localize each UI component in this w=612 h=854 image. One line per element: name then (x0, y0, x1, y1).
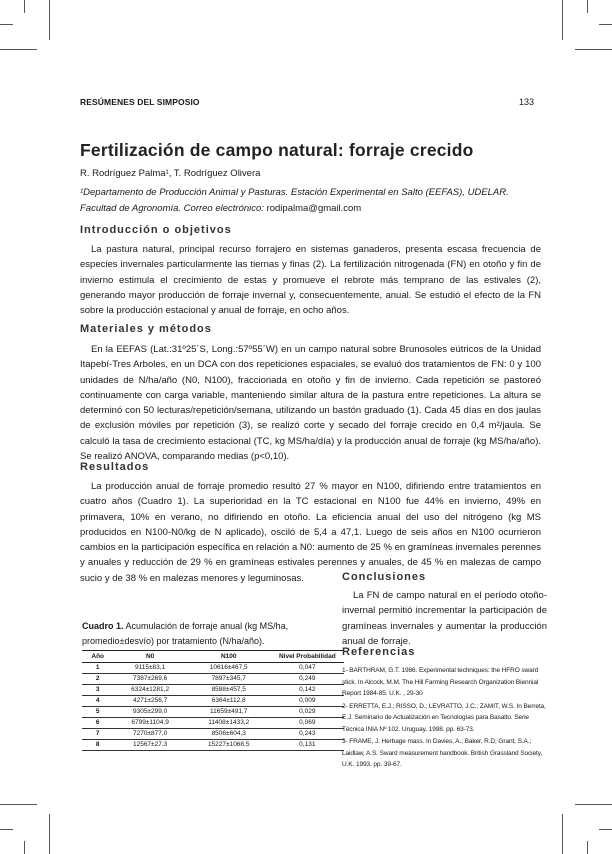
paragraph: En la EEFAS (Lat.:31º25´S, Long.:57º55´W) en un campo natural sobre Brunosoles eútricos de la Unidad Itapebí-Tres Arboles, en un DCA con dos repeticiones espaciales, se evaluó dos tratamientos de FN: 0 y 100 unidades de N/ha/año (N0, N100), fraccionada en otoño y fin de invierno. Cada repetición se pastoreó continuamente con carga variable, manteniendo similar altura de la pastura entre repeticiones. La altura se determinó con 50 lecturas/repetición/semana, utilizando un bastón graduado (1). Cada 45 días en dos jaulas de exclusión móviles por repetición (3), se realizó corte y secado del forraje crecido en 0,4 m²/jaula. Se calculó la tasa de crecimiento estacional (TC, kg MS/ha/día) y la producción anual de forraje (kg MS/ha/año). Se realizó ANOVA, comparando medias (p<0,10). (80, 344, 541, 463)
crop-mark (0, 804, 37, 805)
resultados-text (80, 479, 541, 586)
crop-mark (575, 49, 612, 50)
crop-mark (562, 814, 563, 854)
table-cell: 5 (82, 707, 113, 718)
affiliation-line (80, 201, 540, 217)
table-cell: 8 (82, 740, 113, 751)
table-cell: 4 (82, 696, 113, 707)
table-row (82, 663, 344, 674)
table-cell: 7270±877,0 (113, 729, 186, 740)
table-cell: 4271±256,7 (113, 696, 186, 707)
table-row (82, 707, 344, 718)
email-link[interactable]: rodipalma@gmail.com (266, 203, 362, 214)
table-cell: 6324±1281,2 (113, 685, 186, 696)
table-row (82, 696, 344, 707)
table-cell: 0,069 (271, 718, 344, 729)
crop-mark (0, 49, 37, 50)
crop-mark (599, 24, 612, 25)
table-row (82, 674, 344, 685)
page-number: 133 (519, 97, 535, 107)
table-cell: 12567±27,3 (113, 740, 186, 751)
column-header: N100 (187, 651, 271, 663)
crop-mark (575, 804, 612, 805)
introduccion-text (80, 242, 541, 318)
table-cell: 7897±345,7 (187, 674, 271, 685)
paragraph: La producción anual de forraje promedio resultó 27 % mayor en N100, difiriendo entre tratamientos en cuatro años (Cuadro 1). La superioridad en la TC estacional en N100 fue 44% en invierno, 49% en primavera, 10% en verano, no difiriendo en otoño. La eficiencia anual del uso del nitrógeno (kg MS producidos en N100-N0/kg de N aplicado), osciló de 5,4 a 47,1. Luego de seis años en N100 ocurrieron cambios en la participación específica en relación a N0: aumento de 25 % en gramíneas invernales perennes y anuales y reducción de 29 % en gramíneas estivales perennes y anuales, de 45 % en malezas de campo sucio y de 38 % en malezas menores y leguminosas. (80, 481, 541, 584)
affiliation-email-label: Facultad de Agronomía. Correo electrónico: (80, 203, 267, 214)
table-caption-text: Acumulación de forraje anual (kg MS/ha, promedio±desvío) por tratamiento (N/ha/año). (82, 621, 289, 646)
crop-mark (0, 24, 13, 25)
table-cell: 0,249 (271, 674, 344, 685)
affiliation-line: ¹Departamento de Producción Animal y Pasturas. Estación Experimental en Salto (EEFAS), UDELAR. (80, 187, 509, 198)
paragraph: La FN de campo natural en el período otoño-invernal permitió incrementar la participación de gramíneas invernales y aumentar la producción anual de forraje. (342, 590, 547, 647)
table-cell: 0,243 (271, 729, 344, 740)
authors: R. Rodríguez Palma¹, T. Rodríguez Olivera (80, 168, 261, 179)
reference-item: 1- BARTHRAM, G.T. 1986. Experimental techniques: the HFRO sward stick. In Alcock, M.M. The Hill Farming Research Organization Biennial Report 1984-85. U.K. , 29-30 (342, 667, 539, 697)
table-cell: 10616±467,5 (187, 663, 271, 674)
column-header: Nivel Probabilidad (271, 651, 344, 663)
table-cell: 0,047 (271, 663, 344, 674)
crop-mark (587, 841, 588, 854)
table-cell: 7387±269,6 (113, 674, 186, 685)
table-row (82, 740, 344, 751)
forage-table (82, 650, 344, 751)
section-heading-conclusiones: Conclusiones (342, 571, 427, 583)
crop-mark (24, 0, 25, 13)
table-cell: 7 (82, 729, 113, 740)
table-label: Cuadro 1. (82, 621, 124, 631)
crop-mark (599, 829, 612, 830)
section-heading-referencias: Referencias (342, 646, 416, 658)
references-list (342, 665, 548, 772)
crop-mark (587, 0, 588, 13)
affiliation (80, 185, 540, 217)
crop-mark (49, 0, 50, 40)
column-header: N0 (113, 651, 186, 663)
table-cell: 0,142 (271, 685, 344, 696)
table-cell: 2 (82, 674, 113, 685)
table-cell: 0,009 (271, 696, 344, 707)
paragraph: La pastura natural, principal recurso forrajero en sistemas ganaderos, presenta escasa frecuencia de especies invernales particularmente las tiernas y finas (2). La fertilización nitrogenada (FN) en otoño y fin de invierno estimula el crecimiento de estas y promueve el rebrote más temprano de las estivales (2), generando mayor producción de forraje invernal y, consecuentemente, anual. Se estudió el efecto de la FN sobre la producción estacional y anual de forraje, en ocho años. (80, 244, 541, 317)
section-heading-introduccion: Introducción o objetivos (80, 224, 232, 236)
table-header-row (82, 651, 344, 663)
table-cell: 6364±112,8 (187, 696, 271, 707)
materiales-text (80, 342, 541, 464)
table-cell: 11659±491,7 (187, 707, 271, 718)
table-cell: 3 (82, 685, 113, 696)
table-cell: 6 (82, 718, 113, 729)
crop-mark (0, 829, 13, 830)
table-cell: 8588±457,5 (187, 685, 271, 696)
table-cell: 0,029 (271, 707, 344, 718)
table-row (82, 685, 344, 696)
table-cell: 9115±83,1 (113, 663, 186, 674)
crop-mark (562, 0, 563, 40)
article-title: Fertilización de campo natural: forraje crecido (80, 140, 474, 160)
table-cell: 0,131 (271, 740, 344, 751)
reference-item: 3- FRAME, J. Herbage mass. In Davies, A.; Baker, R.D; Grant, S.A.; Laidlaw, A.S. Sward measurement handbook. British Grassland Society, U.K. 1993. pp. 39-67. (342, 738, 543, 768)
table-row (82, 718, 344, 729)
table-cell: 11408±1433,2 (187, 718, 271, 729)
section-heading-materiales: Materiales y métodos (80, 323, 212, 335)
table-cell: 15227±1068,5 (187, 740, 271, 751)
section-heading-resultados: Resultados (80, 461, 150, 473)
crop-mark (24, 841, 25, 854)
table-row (82, 729, 344, 740)
conclusiones-text (342, 588, 547, 649)
table-cell: 8506±604,3 (187, 729, 271, 740)
table-caption (82, 619, 344, 649)
column-header: Año (82, 651, 113, 663)
table-cell: 6799±1104,9 (113, 718, 186, 729)
reference-item: 2- ERRETTA, E.J.; RISSO, D.; LEVRATTO, J.C.; ZAMIT, W.S. In Berreta, E.J. Seminario de Actualización en Tecnologías para Basalto. Serie Técnica INIA Nº 102. Uruguay. 1998. pp. 63-73. (342, 702, 546, 733)
table-cell: 9305±299,0 (113, 707, 186, 718)
running-header: RESÚMENES DEL SIMPOSIO (80, 97, 200, 107)
crop-mark (49, 814, 50, 854)
table-cell: 1 (82, 663, 113, 674)
